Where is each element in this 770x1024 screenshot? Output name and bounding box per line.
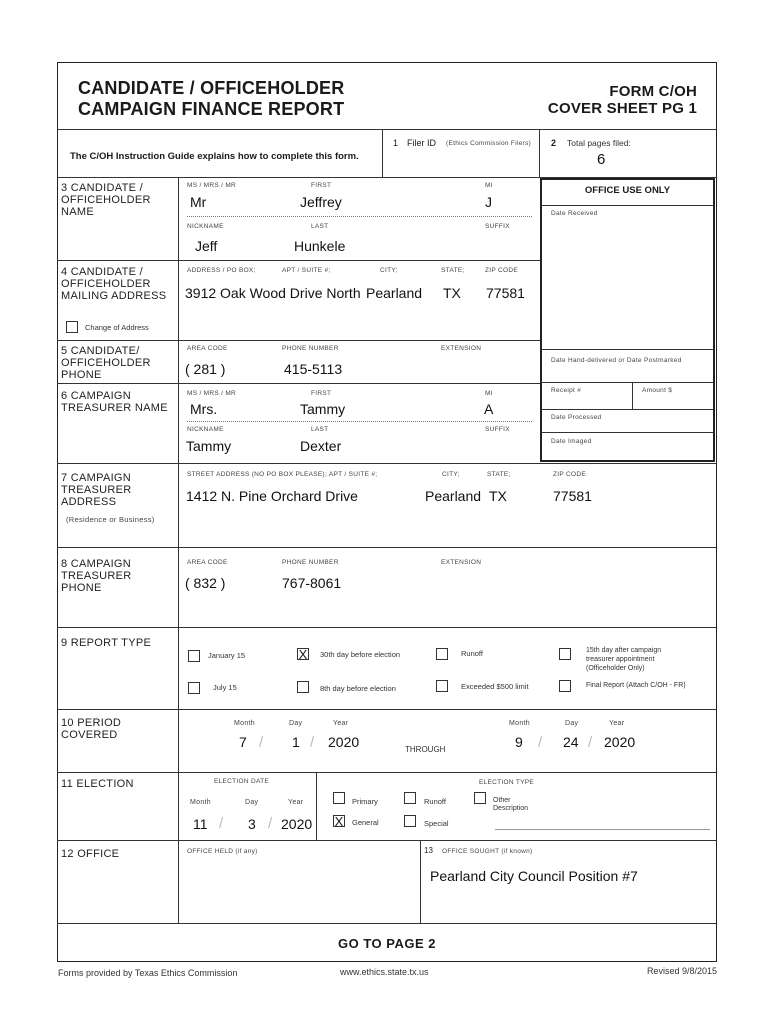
report-exceeded-label: Exceeded $500 limit bbox=[461, 682, 529, 691]
s10-from-year-label: Year bbox=[333, 720, 349, 727]
s10-from-month-label: Month bbox=[234, 720, 255, 727]
period-from-day[interactable]: 1 bbox=[292, 734, 300, 750]
footer-url: www.ethics.state.tx.us bbox=[340, 967, 429, 977]
s3-last-label: LAST bbox=[311, 223, 329, 230]
form-title-line1: CANDIDATE / OFFICEHOLDER bbox=[78, 78, 345, 98]
treasurer-nickname[interactable]: Tammy bbox=[186, 438, 232, 454]
candidate-address[interactable]: 3912 Oak Wood Drive North bbox=[185, 285, 361, 301]
divider bbox=[57, 463, 717, 464]
s3-nickname-label: NICKNAME bbox=[187, 223, 224, 230]
report-jan15-label: January 15 bbox=[208, 651, 246, 660]
date-slash: / bbox=[310, 734, 315, 751]
report-15th-day-label: 15th day after campaign treasurer appointment (Officeholder Only) bbox=[586, 647, 662, 672]
label-column-divider bbox=[178, 177, 179, 923]
treasurer-city[interactable]: Pearland bbox=[425, 488, 482, 504]
section-4-label: 4 CANDIDATE / OFFICEHOLDER MAILING ADDRESS bbox=[61, 266, 167, 302]
election-special-label: Special bbox=[424, 819, 449, 828]
election-primary-checkbox[interactable] bbox=[333, 792, 345, 804]
treasurer-area-code[interactable]: ( 832 ) bbox=[185, 575, 226, 591]
s10-to-month-label: Month bbox=[509, 720, 530, 727]
s4-zip-label: ZIP CODE bbox=[485, 267, 518, 274]
treasurer-title[interactable]: Mrs. bbox=[190, 401, 218, 417]
total-pages-value[interactable]: 6 bbox=[597, 151, 606, 168]
divider bbox=[632, 382, 633, 409]
section-3-label: 3 CANDIDATE / OFFICEHOLDER NAME bbox=[61, 182, 151, 218]
office-sought-value[interactable]: Pearland City Council Position #7 bbox=[430, 868, 638, 884]
treasurer-mi[interactable]: A bbox=[484, 401, 494, 417]
s7-state-label: STATE; bbox=[487, 471, 511, 478]
pages-num: 2 bbox=[551, 138, 557, 148]
election-date-label: ELECTION DATE bbox=[214, 778, 270, 785]
office-use-title: OFFICE USE ONLY bbox=[584, 185, 671, 196]
report-jul15-checkbox[interactable] bbox=[188, 682, 200, 694]
change-of-address-checkbox[interactable] bbox=[66, 321, 78, 333]
s5-ext-label: EXTENSION bbox=[441, 345, 482, 352]
section-8-label: 8 CAMPAIGN TREASURER PHONE bbox=[61, 558, 132, 594]
form-id-line1: FORM C/OH bbox=[609, 83, 697, 100]
s3-ms-label: MS / MRS / MR bbox=[187, 182, 237, 189]
office-held-label: OFFICE HELD (if any) bbox=[187, 848, 258, 855]
treasurer-address[interactable]: 1412 N. Pine Orchard Drive bbox=[186, 488, 358, 504]
date-processed-label: Date Processed bbox=[551, 414, 602, 421]
divider bbox=[541, 409, 714, 410]
divider bbox=[57, 340, 540, 341]
divider bbox=[57, 383, 540, 384]
period-from-year[interactable]: 2020 bbox=[328, 734, 360, 750]
election-general-label: General bbox=[352, 818, 379, 827]
period-to-year[interactable]: 2020 bbox=[604, 734, 636, 750]
election-runoff-checkbox[interactable] bbox=[404, 792, 416, 804]
receipt-label: Receipt # bbox=[551, 387, 582, 394]
period-from-month[interactable]: 7 bbox=[239, 734, 247, 750]
filer-id-num: 1 bbox=[393, 138, 399, 148]
amount-label: Amount $ bbox=[642, 387, 673, 394]
candidate-zip[interactable]: 77581 bbox=[486, 285, 525, 301]
divider bbox=[57, 840, 717, 841]
election-other-label: Other Description bbox=[493, 797, 529, 812]
section-6-label: 6 CAMPAIGN TREASURER NAME bbox=[61, 390, 168, 414]
s3-mi-label: MI bbox=[485, 182, 493, 189]
treasurer-first-name[interactable]: Tammy bbox=[300, 401, 346, 417]
divider bbox=[57, 547, 717, 548]
footer-left: Forms provided by Texas Ethics Commission bbox=[58, 968, 238, 978]
s6-first-label: FIRST bbox=[311, 390, 332, 397]
s3-first-label: FIRST bbox=[311, 182, 332, 189]
date-imaged-label: Date Imaged bbox=[551, 438, 592, 445]
report-exceeded-checkbox[interactable] bbox=[436, 680, 448, 692]
filer-id-label: Filer ID bbox=[407, 138, 436, 148]
report-final-checkbox[interactable] bbox=[559, 680, 571, 692]
form-title-line2: CAMPAIGN FINANCE REPORT bbox=[78, 99, 345, 119]
report-jul15-label: July 15 bbox=[213, 683, 237, 692]
section-13-num: 13 bbox=[424, 846, 433, 855]
form-id-line2: COVER SHEET PG 1 bbox=[547, 100, 697, 117]
divider bbox=[57, 260, 540, 261]
election-runoff-label: Runoff bbox=[424, 797, 446, 806]
s7-street-label: STREET ADDRESS (NO PO BOX PLEASE); APT / SUITE #; bbox=[187, 471, 378, 478]
s6-suffix-label: SUFFIX bbox=[485, 426, 510, 433]
s4-city-label: CITY; bbox=[380, 267, 398, 274]
s6-mi-label: MI bbox=[485, 390, 493, 397]
section-11-label: 11 ELECTION bbox=[61, 778, 134, 790]
footer-revised: Revised 9/8/2015 bbox=[646, 966, 717, 976]
divider bbox=[316, 772, 317, 840]
s6-last-label: LAST bbox=[311, 426, 329, 433]
divider bbox=[539, 129, 540, 177]
s5-phone-label: PHONE NUMBER bbox=[282, 345, 339, 352]
report-final-label: Final Report (Attach C/OH - FR) bbox=[586, 682, 686, 689]
candidate-first-name[interactable]: Jeffrey bbox=[300, 194, 342, 210]
divider bbox=[541, 382, 714, 383]
date-slash: / bbox=[219, 815, 224, 832]
candidate-state[interactable]: TX bbox=[443, 285, 461, 301]
date-slash: / bbox=[538, 734, 543, 751]
candidate-phone[interactable]: 415-5113 bbox=[284, 361, 343, 377]
election-month[interactable]: 11 bbox=[193, 816, 208, 832]
election-special-checkbox[interactable] bbox=[404, 815, 416, 827]
candidate-nickname[interactable]: Jeff bbox=[195, 238, 218, 254]
divider bbox=[541, 432, 714, 433]
s7-sublabel: (Residence or Business) bbox=[66, 515, 155, 524]
through-label: THROUGH bbox=[405, 745, 446, 754]
date-slash: / bbox=[588, 734, 593, 751]
other-description-line bbox=[495, 829, 710, 830]
s4-state-label: STATE; bbox=[441, 267, 465, 274]
election-year[interactable]: 2020 bbox=[281, 816, 313, 832]
s7-zip-label: ZIP CODE bbox=[553, 471, 586, 478]
divider bbox=[541, 205, 714, 206]
divider bbox=[420, 840, 421, 923]
instruction-text: The C/OH Instruction Guide explains how to complete this form. bbox=[70, 151, 359, 162]
treasurer-zip[interactable]: 77581 bbox=[553, 488, 592, 504]
go-to-page-2: GO TO PAGE 2 bbox=[338, 936, 436, 951]
report-runoff-checkbox[interactable] bbox=[436, 648, 448, 660]
report-jan15-checkbox[interactable] bbox=[188, 650, 200, 662]
section-7-label: 7 CAMPAIGN TREASURER ADDRESS bbox=[61, 472, 132, 508]
s11-month-label: Month bbox=[190, 799, 211, 806]
s11-day-label: Day bbox=[245, 799, 259, 806]
s8-phone-label: PHONE NUMBER bbox=[282, 559, 339, 566]
filer-id-sublabel: (Ethics Commission Filers) bbox=[446, 140, 532, 147]
section-5-label: 5 CANDIDATE/ OFFICEHOLDER PHONE bbox=[61, 345, 151, 381]
divider bbox=[57, 129, 717, 130]
divider bbox=[57, 923, 717, 924]
election-type-label: ELECTION TYPE bbox=[479, 779, 535, 786]
s11-year-label: Year bbox=[288, 799, 304, 806]
divider bbox=[382, 129, 383, 177]
divider bbox=[57, 772, 717, 773]
date-hand-label: Date Hand-delivered or Date Postmarked bbox=[551, 357, 682, 364]
treasurer-last-name[interactable]: Dexter bbox=[300, 438, 342, 454]
candidate-area-code[interactable]: ( 281 ) bbox=[185, 361, 226, 377]
s8-area-label: AREA CODE bbox=[187, 559, 228, 566]
report-8th-day-checkbox[interactable] bbox=[297, 681, 309, 693]
divider bbox=[187, 216, 532, 217]
s10-to-day-label: Day bbox=[565, 720, 579, 727]
change-of-address-label: Change of Address bbox=[85, 323, 149, 332]
s8-ext-label: EXTENSION bbox=[441, 559, 482, 566]
candidate-mi[interactable]: J bbox=[485, 194, 492, 210]
divider bbox=[541, 349, 714, 350]
office-sought-label: OFFICE SOUGHT (if known) bbox=[442, 848, 533, 855]
candidate-city[interactable]: Pearland bbox=[366, 285, 423, 301]
date-received-label: Date Received bbox=[551, 210, 598, 217]
report-30th-day-checkbox[interactable]: X bbox=[298, 647, 308, 662]
treasurer-phone[interactable]: 767-8061 bbox=[282, 575, 342, 591]
pages-label: Total pages filed: bbox=[567, 138, 631, 148]
period-to-month[interactable]: 9 bbox=[515, 734, 523, 750]
section-10-label: 10 PERIOD COVERED bbox=[61, 717, 122, 741]
report-8th-day-label: 8th day before election bbox=[320, 684, 396, 693]
s6-nickname-label: NICKNAME bbox=[187, 426, 224, 433]
treasurer-state[interactable]: TX bbox=[489, 488, 507, 504]
s5-area-label: AREA CODE bbox=[187, 345, 228, 352]
report-30th-day-label: 30th day before election bbox=[320, 650, 401, 659]
candidate-last-name[interactable]: Hunkele bbox=[294, 238, 346, 254]
divider bbox=[57, 627, 717, 628]
divider bbox=[57, 709, 717, 710]
election-day[interactable]: 3 bbox=[248, 816, 256, 832]
s7-city-label: CITY; bbox=[442, 471, 460, 478]
s4-address-label: ADDRESS / PO BOX; bbox=[187, 267, 256, 274]
date-slash: / bbox=[268, 815, 273, 832]
s6-ms-label: MS / MRS / MR bbox=[187, 390, 237, 397]
section-12-label: 12 OFFICE bbox=[61, 848, 120, 860]
report-runoff-label: Runoff bbox=[461, 649, 483, 658]
divider bbox=[187, 421, 532, 422]
s4-apt-label: APT / SUITE #; bbox=[282, 267, 331, 274]
election-primary-label: Primary bbox=[352, 797, 378, 806]
period-to-day[interactable]: 24 bbox=[563, 734, 579, 750]
date-slash: / bbox=[259, 734, 264, 751]
election-other-checkbox[interactable] bbox=[474, 792, 486, 804]
election-general-checkbox[interactable]: X bbox=[334, 814, 344, 829]
s10-to-year-label: Year bbox=[609, 720, 625, 727]
s10-from-day-label: Day bbox=[289, 720, 303, 727]
candidate-title[interactable]: Mr bbox=[190, 194, 207, 210]
s3-suffix-label: SUFFIX bbox=[485, 223, 510, 230]
report-15th-day-checkbox[interactable] bbox=[559, 648, 571, 660]
section-9-label: 9 REPORT TYPE bbox=[61, 637, 152, 649]
